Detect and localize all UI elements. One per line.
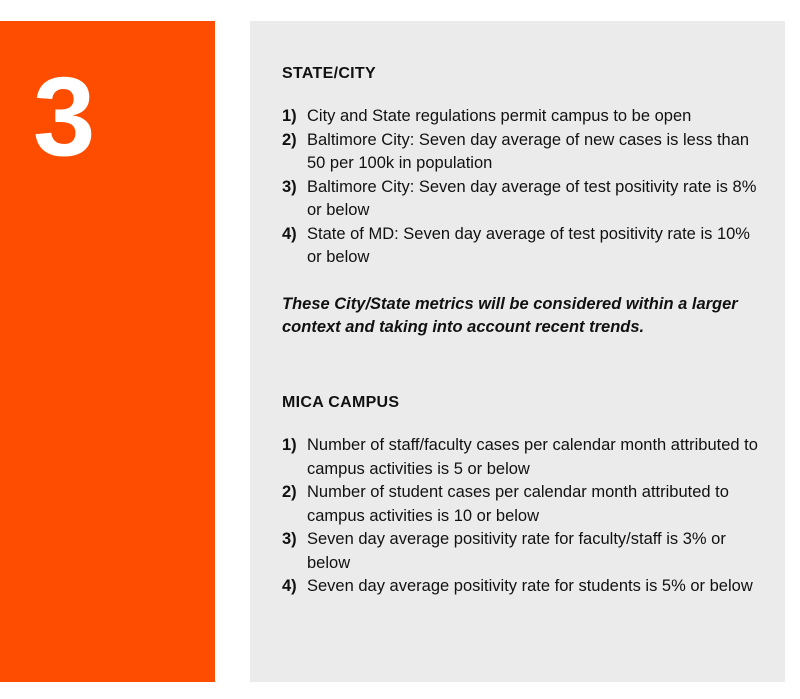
item-number: 1) [282,107,297,125]
item-number: 4) [282,224,297,243]
mica-campus-list [282,434,762,599]
mica-campus-heading: MICA CAMPUS [282,394,400,411]
list-item [282,575,762,599]
item-text: Number of student cases per calendar month attributed to campus activities is 10 or below [307,483,729,525]
mica-campus-section [282,393,762,599]
item-number: 2) [282,483,297,501]
item-text: State of MD: Seven day average of test positivity rate is 10% or below [307,224,750,266]
item-text: Seven day average positivity rate for students is 5% or below [307,577,753,595]
item-number: 2) [282,130,297,149]
step-number-panel [0,21,215,682]
item-text: City and State regulations permit campus to be open [307,107,692,125]
item-number: 4) [282,577,297,595]
item-number: 3) [282,530,297,548]
item-text: Baltimore City: Seven day average of test positivity rate is 8% or below [307,177,757,219]
item-text: Baltimore City: Seven day average of new cases is less than 50 per 100k in population [307,130,750,172]
list-item [282,223,762,270]
list-item [282,481,762,528]
state-city-section [282,64,762,340]
list-item [282,528,762,575]
item-number: 3) [282,177,297,196]
list-item [282,129,762,176]
criteria-panel [250,21,785,682]
list-item [282,176,762,223]
list-item [282,434,762,481]
item-number: 1) [282,436,297,454]
state-city-note: These City/State metrics will be considered within a larger context and taking into account recent trends. [282,294,738,336]
list-item [282,105,762,129]
step-number: 3 [33,54,96,179]
top-border [0,0,800,20]
item-text: Seven day average positivity rate for faculty/staff is 3% or below [307,530,726,572]
state-city-list [282,105,762,270]
state-city-heading: STATE/CITY [282,65,376,82]
item-text: Number of staff/faculty cases per calendar month attributed to campus activities is 5 or below [307,436,758,478]
